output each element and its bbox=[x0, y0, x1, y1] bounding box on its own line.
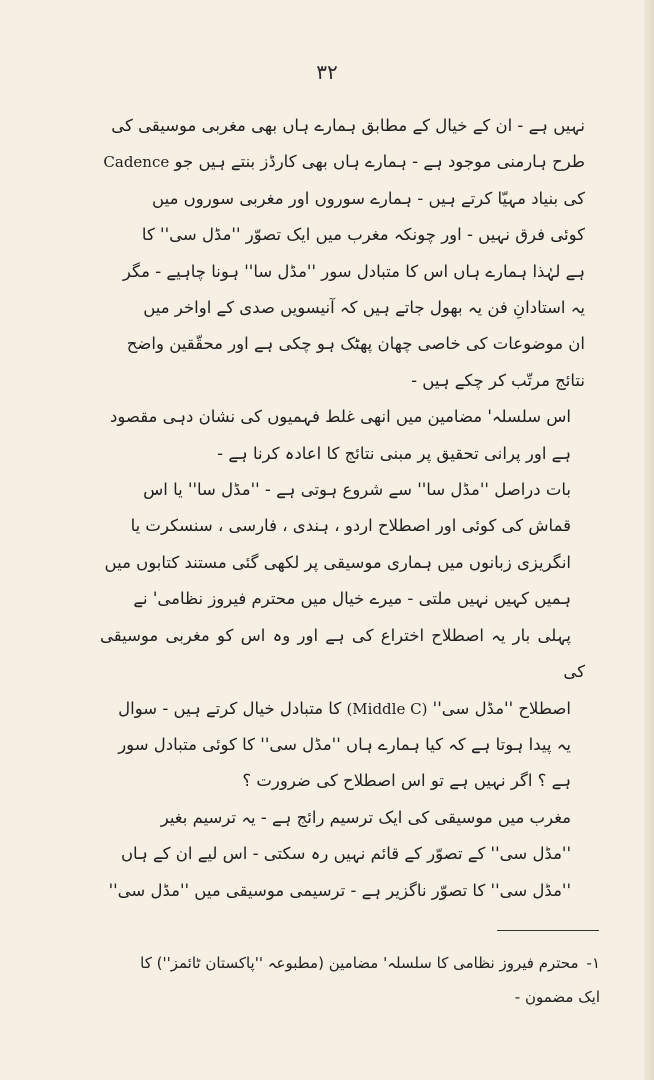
text-line: یہ استادانِ فن یہ بھول جاتے ہیں کہ آنیسویں صدی کے اواخر میں bbox=[143, 298, 585, 318]
text-line: اس سلسلہ' مضامین میں انھی غلط فہمیوں کی نشان دہی مقصود bbox=[110, 407, 571, 427]
footnote-text: محترم فیروز نظامی کا سلسلہ' مضامین (مطبوعہ ''پاکستان ٹائمز'') کا bbox=[140, 954, 579, 972]
footnote-line: ایک مضمون - bbox=[514, 988, 600, 1006]
text-segment: طرح ہارمنی موجود ہے - ہمارے ہاں بھی کارڈز بنتے ہیں جو bbox=[174, 152, 585, 172]
text-line: نہیں ہے - ان کے خیال کے مطابق ہمارے ہاں بھی مغربی موسیقی کی bbox=[111, 116, 585, 135]
text-line: بات دراصل ''مڈل سا'' سے شروع ہوتی ہے - ''مڈل سا'' یا اس bbox=[143, 480, 571, 500]
text-line: ان موضوعات کی خاصی چھان پھٹک ہو چکی ہے اور محقّقین واضح bbox=[126, 334, 585, 354]
text-line: ہمیں کہیں نہیں ملتی - میرے خیال میں محترم فیروز نظامی' نے bbox=[133, 589, 571, 609]
text-segment: اصطلاح ''مڈل سی'' bbox=[432, 698, 571, 718]
text-line: یہ پیدا ہوتا ہے کہ کیا ہمارے ہاں ''مڈل سی'' کا کوئی متبادل سور bbox=[118, 734, 571, 754]
english-term: Cadence bbox=[103, 153, 170, 172]
text-line: کی بنیاد مہیّا کرتے ہیں - ہمارے سوروں اور مغربی سوروں میں bbox=[152, 188, 585, 208]
paragraph-1 bbox=[100, 108, 585, 399]
footnote-divider bbox=[497, 930, 599, 931]
text-line: نتائج مرتّب کر چکے ہیں - bbox=[411, 370, 585, 390]
paragraph-2 bbox=[100, 399, 585, 472]
text-line: ''مڈل سی'' کا تصوّر ناگزیر ہے - ترسیمی موسیقی میں ''مڈل سی'' bbox=[108, 880, 571, 900]
footnote bbox=[100, 946, 600, 1014]
text-line: پہلی بار یہ اصطلاح اختراع کی ہے اور وہ اس کو مغربی موسیقی کی bbox=[100, 625, 585, 682]
text-line: قماش کی کوئی اور اصطلاح اردو ، ہندی ، فارسی ، سنسکرت یا bbox=[130, 516, 571, 536]
paragraph-3 bbox=[100, 472, 585, 800]
paragraph-4 bbox=[100, 800, 585, 909]
text-line: انگریزی زبانوں میں ہماری موسیقی پر لکھی گئی مستند کتابوں میں bbox=[104, 552, 571, 572]
text-line: ہے اور پرانی تحقیق پر مبنی نتائج کا اعادہ کرنا ہے - bbox=[217, 443, 571, 463]
text-line: ہے ؟ اگر نہیں ہے تو اس اصطلاح کی ضرورت ؟ bbox=[242, 771, 571, 791]
page-edge bbox=[644, 0, 654, 1080]
text-line: مغرب میں موسیقی کی ایک ترسیم رائج ہے - یہ ترسیم بغیر bbox=[160, 807, 571, 827]
text-line: ''مڈل سی'' کے تصوّر کے قائم نہیں رہ سکتی - اس لیے ان کے ہاں bbox=[120, 844, 571, 864]
footnote-marker: ۱- bbox=[586, 954, 600, 972]
text-line: کوئی فرق نہیں - اور چونکہ مغرب میں ایک تصوّر ''مڈل سی'' کا bbox=[141, 225, 585, 245]
english-term: (Middle C) bbox=[346, 699, 428, 718]
text-line: ہے لہٰذا ہمارے ہاں اس کا متبادل سور ''مڈل سا'' ہونا چاہیے - مگر bbox=[122, 261, 585, 281]
body-text bbox=[100, 108, 585, 909]
text-line bbox=[100, 691, 585, 727]
page-number: ۳۲ bbox=[316, 60, 338, 84]
text-segment: کا متبادل خیال کرتے ہیں - سوال bbox=[118, 698, 342, 718]
footnote-line bbox=[100, 946, 600, 980]
text-line bbox=[100, 144, 585, 180]
